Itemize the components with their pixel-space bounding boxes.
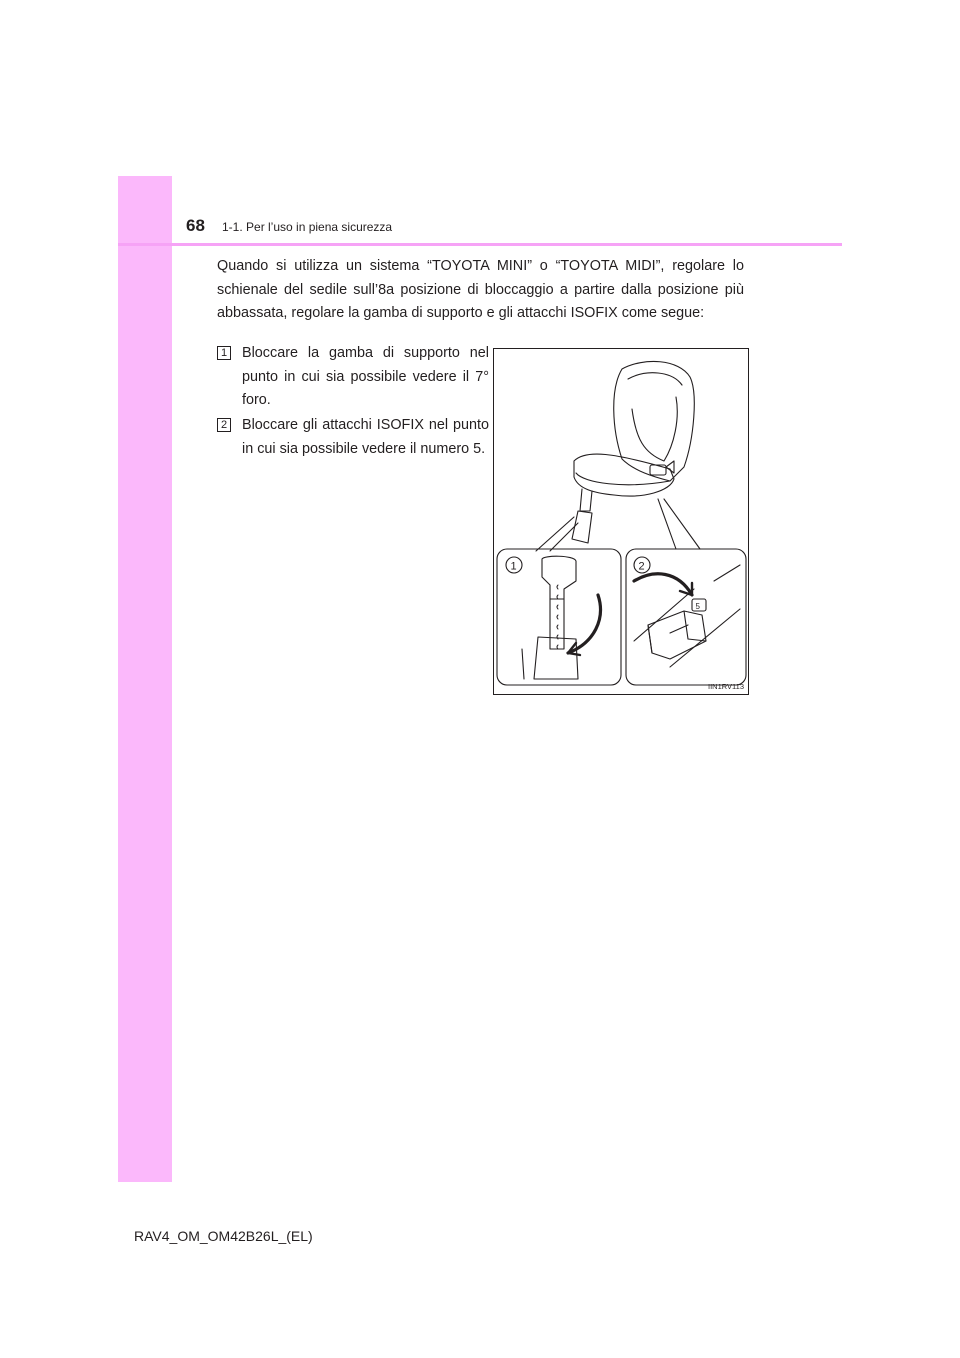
leg-collar [534, 637, 578, 679]
page-number: 68 [186, 216, 205, 235]
seat-isofix-latch [650, 465, 666, 475]
figure-code: IIN1RV113 [708, 682, 744, 691]
support-leg-upper [580, 489, 592, 511]
seat-backrest [614, 361, 695, 481]
child-seat-illustration [493, 348, 749, 695]
chapter-side-band [118, 176, 172, 1182]
step-1-marker: 1 [217, 346, 231, 360]
child-seat-drawing [494, 349, 748, 694]
step-2 [217, 414, 489, 461]
callout-line-right-a [658, 499, 676, 549]
callout-line-right-b [664, 499, 700, 549]
isofix-connector-body [648, 611, 706, 659]
leg-holes [557, 585, 558, 649]
callout-1-number: 1 [510, 560, 517, 573]
step-2-marker: 2 [217, 418, 231, 432]
seat-inner-shell [632, 397, 677, 461]
header-divider [118, 243, 842, 246]
document-code: RAV4_OM_OM42B26L_(EL) [134, 1228, 313, 1244]
arrow-left [568, 595, 600, 653]
step-1 [217, 342, 489, 413]
seat-headrest-line [628, 373, 682, 385]
callout-line-left-b [550, 523, 578, 551]
leg-tube [542, 556, 576, 649]
support-leg-lower [572, 511, 592, 543]
step-1-text: Bloccare la gamba di supporto nel punto in cui sia possibile vedere il 7° foro. [242, 345, 489, 408]
isofix-dial-number: 5 [695, 602, 700, 611]
intro-paragraph: Quando si utilizza un sistema “TOYOTA MINI” o “TOYOTA MIDI”, regolare lo schienale del sedile sull’8a posizione di bloccaggio a partire dalla posizione più abbassata, regolare la gamba di supporto e gli attacchi ISOFIX come segue: [217, 258, 744, 321]
step-2-text: Bloccare gli attacchi ISOFIX nel punto in cui sia possibile vedere il numero 5. [242, 417, 489, 457]
section-title: 1-1. Per l’uso in piena sicurezza [222, 220, 393, 234]
callout-2-number: 2 [638, 560, 645, 573]
